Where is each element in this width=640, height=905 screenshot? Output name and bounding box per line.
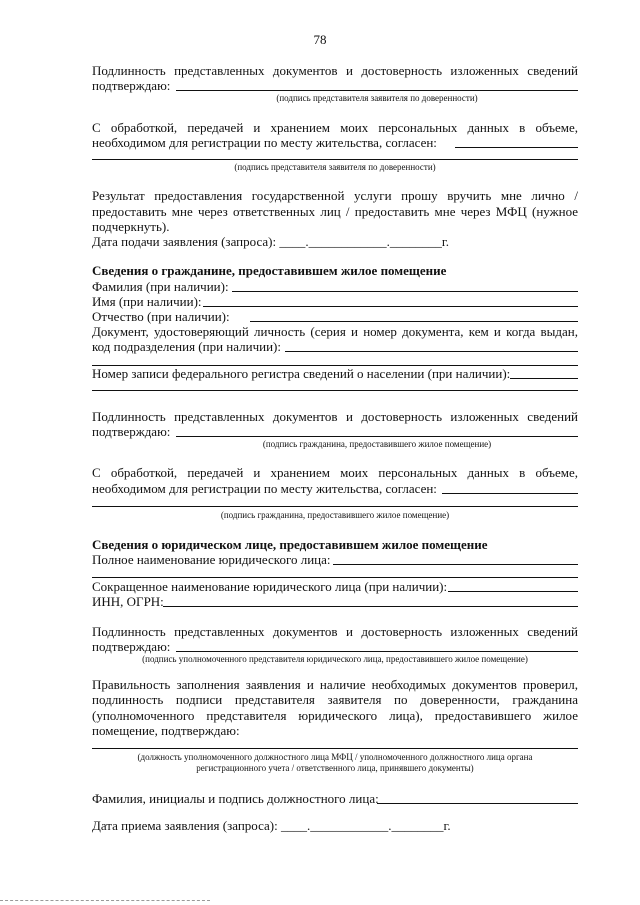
consent-line1: С обработкой, передачей и хранением моих персональных данных в объеме, bbox=[92, 120, 578, 135]
citizen-consent-line1: С обработкой, передачей и хранением моих персональных данных в объеме, bbox=[92, 465, 578, 480]
legal-signature-field[interactable] bbox=[176, 651, 578, 652]
citizen-consent-field-short[interactable] bbox=[442, 493, 578, 494]
identity-document-field[interactable] bbox=[285, 351, 578, 352]
citizen-consent-caption: (подпись гражданина, предоставившего жилое помещение) bbox=[220, 510, 450, 520]
verification-line2: подлинность подписи представителя заявителя по доверенности, гражданина bbox=[92, 692, 578, 707]
inn-ogrn-label: ИНН, ОГРН: bbox=[92, 594, 164, 609]
page-number: 78 bbox=[313, 32, 327, 47]
legal-auth-line1: Подлинность представленных документов и достоверность изложенных сведений bbox=[92, 624, 578, 639]
inn-ogrn-field[interactable] bbox=[163, 606, 578, 607]
verification-line1: Правильность заполнения заявления и наличие необходимых документов проверил, bbox=[92, 677, 578, 692]
legal-full-name-field-extra[interactable] bbox=[92, 577, 578, 578]
consent-caption: (подпись представителя заявителя по доверенности) bbox=[234, 162, 436, 172]
consent-signature-field[interactable] bbox=[92, 159, 578, 160]
citizen-consent-signature-field[interactable] bbox=[92, 506, 578, 507]
legal-signature-caption: (подпись уполномоченного представителя юридического лица, предоставившего жилое помещение) bbox=[142, 654, 528, 664]
surname-label: Фамилия (при наличии): bbox=[92, 279, 229, 294]
result-delivery-line3: подчеркнуть). bbox=[92, 219, 170, 234]
citizen-auth-line2: подтверждаю: bbox=[92, 424, 171, 439]
submission-date-field[interactable]: Дата подачи заявления (запроса): ____.____________.________г. bbox=[92, 234, 449, 249]
official-position-caption-line2: регистрационного учета / ответственного лица, принявшего документы) bbox=[196, 763, 474, 773]
footer-divider bbox=[0, 900, 210, 901]
verification-line3: (уполномоченного представителя юридического лица), предоставившего жилое bbox=[92, 708, 578, 723]
legal-section-heading: Сведения о юридическом лице, предоставившем жилое помещение bbox=[92, 537, 488, 552]
registry-number-label: Номер записи федерального регистра сведений о населении (при наличии): bbox=[92, 366, 511, 381]
signature-caption-representative: (подпись представителя заявителя по доверенности) bbox=[276, 93, 478, 103]
auth-statement-line1: Подлинность представленных документов и достоверность изложенных сведений bbox=[92, 63, 578, 78]
patronymic-label: Отчество (при наличии): bbox=[92, 309, 230, 324]
official-position-field[interactable] bbox=[92, 748, 578, 749]
identity-document-line2: код подразделения (при наличии): bbox=[92, 339, 281, 354]
verification-line4: помещение, подтверждаю: bbox=[92, 723, 240, 738]
citizen-section-heading: Сведения о гражданине, предоставившем жилое помещение bbox=[92, 263, 447, 278]
patronymic-field[interactable] bbox=[250, 321, 578, 322]
reception-date-field[interactable]: Дата приема заявления (запроса): ____.____________.________г. bbox=[92, 818, 451, 833]
name-label: Имя (при наличии): bbox=[92, 294, 202, 309]
name-field[interactable] bbox=[203, 306, 578, 307]
legal-auth-line2: подтверждаю: bbox=[92, 639, 171, 654]
official-name-field[interactable] bbox=[377, 803, 578, 804]
identity-document-line1: Документ, удостоверяющий личность (серия и номер документа, кем и когда выдан, bbox=[92, 324, 578, 339]
citizen-auth-line1: Подлинность представленных документов и достоверность изложенных сведений bbox=[92, 409, 578, 424]
signature-field-representative[interactable] bbox=[176, 90, 578, 91]
consent-field-short[interactable] bbox=[455, 147, 578, 148]
citizen-signature-caption: (подпись гражданина, предоставившего жилое помещение) bbox=[262, 439, 492, 449]
legal-short-name-field[interactable] bbox=[448, 591, 578, 592]
result-delivery-line2: предоставить мне через ответственных лиц / предоставить мне через МФЦ (нужное bbox=[92, 204, 578, 219]
legal-short-name-label: Сокращенное наименование юридического лица (при наличии): bbox=[92, 579, 448, 594]
official-position-caption-line1: (должность уполномоченного должностного лица МФЦ / уполномоченного должностного лица органа bbox=[137, 752, 533, 762]
official-name-label: Фамилия, инициалы и подпись должностного лица: bbox=[92, 791, 379, 806]
surname-field[interactable] bbox=[232, 291, 578, 292]
registry-number-field-extra[interactable] bbox=[92, 390, 578, 391]
legal-full-name-field[interactable] bbox=[333, 564, 578, 565]
result-delivery-line1: Результат предоставления государственной услуги прошу вручить мне лично / bbox=[92, 188, 578, 203]
legal-full-name-label: Полное наименование юридического лица: bbox=[92, 552, 331, 567]
consent-label: необходимом для регистрации по месту жительства, согласен: bbox=[92, 135, 437, 150]
registry-number-field[interactable] bbox=[510, 378, 578, 379]
auth-statement-label: подтверждаю: bbox=[92, 78, 171, 93]
citizen-consent-line2: необходимом для регистрации по месту жительства, согласен: bbox=[92, 481, 437, 496]
citizen-signature-field[interactable] bbox=[176, 436, 578, 437]
